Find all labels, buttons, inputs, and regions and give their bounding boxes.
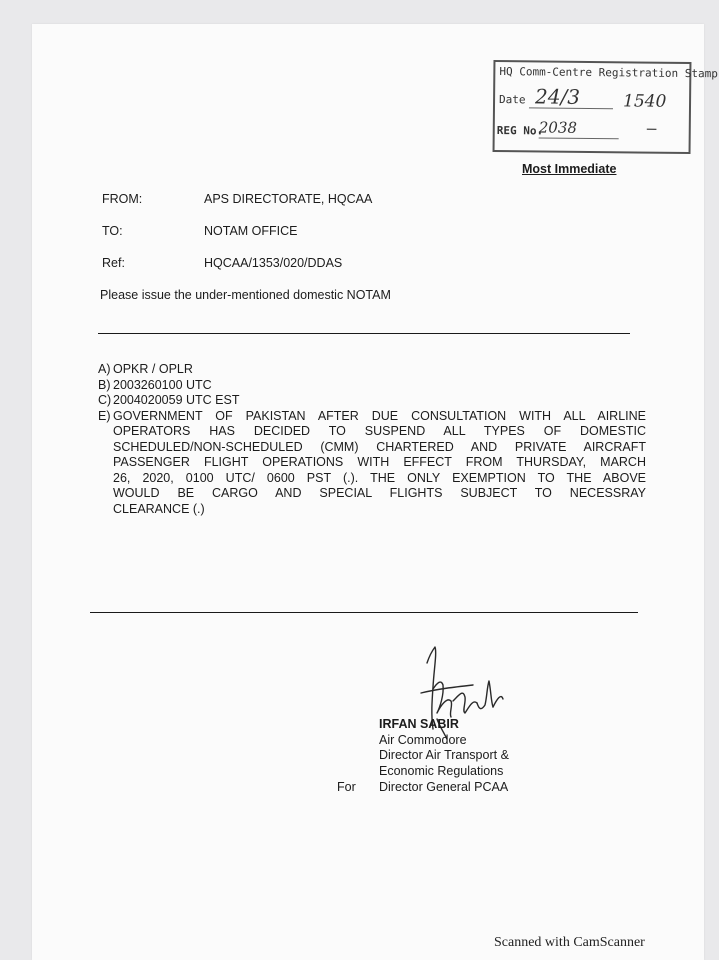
signatory-rank: Air Commodore bbox=[379, 732, 467, 747]
stamp-reg-label: REG No. bbox=[496, 124, 544, 138]
to-value: NOTAM OFFICE bbox=[204, 224, 298, 238]
stamp-reg-line bbox=[539, 137, 619, 139]
stamp-date-value: 24/3 bbox=[534, 84, 581, 109]
camscanner-watermark: Scanned with CamScanner bbox=[494, 935, 645, 950]
document-page bbox=[32, 24, 718, 960]
notam-e-line: 26, 2020, 0100 UTC/ 0600 PST (.). THE ONLY EXEMPTION TO THE ABOVE bbox=[113, 470, 646, 485]
notam-item-c bbox=[98, 393, 646, 409]
notam-key-b: B) bbox=[98, 377, 111, 392]
stamp-time-value: 1540 bbox=[622, 91, 667, 112]
notam-value-a: OPKR / OPLR bbox=[113, 362, 193, 376]
signatory-block bbox=[379, 717, 509, 796]
notam-e-line: SCHEDULED/NON-SCHEDULED (CMM) CHARTERED AND PRIVATE AIRCRAFT bbox=[113, 439, 646, 454]
notam-key-c: C) bbox=[98, 393, 112, 407]
signatory-title-line-2: Economic Regulations bbox=[379, 764, 504, 779]
notam-item-b bbox=[98, 378, 646, 394]
notam-item-a bbox=[98, 362, 646, 378]
to-label: TO: bbox=[102, 224, 123, 238]
priority-label: Most Immediate bbox=[522, 162, 617, 176]
stamp-dash: — bbox=[646, 118, 657, 138]
notam-e-line: WOULD BE CARGO AND SPECIAL FLIGHTS SUBJECT TO NECESSRAY bbox=[113, 486, 646, 500]
ref-value: HQCAA/1353/020/DDAS bbox=[204, 256, 343, 270]
notam-e-line: OPERATORS HAS DECIDED TO SUSPEND ALL TYPES OF DOMESTIC bbox=[113, 424, 646, 438]
signatory-title-line-3: Director General PCAA bbox=[379, 779, 509, 794]
for-label: For bbox=[337, 780, 356, 794]
ref-label: Ref: bbox=[102, 256, 125, 270]
notam-value-b: 2003260100 UTC bbox=[113, 377, 212, 392]
notam-key-a: A) bbox=[98, 362, 111, 376]
top-divider bbox=[98, 333, 630, 334]
from-label: FROM: bbox=[102, 192, 143, 206]
signatory-name: IRFAN SABIR bbox=[379, 717, 459, 731]
notam-value-c: 2004020059 UTC EST bbox=[113, 393, 240, 407]
signatory-title-line-1: Director Air Transport & bbox=[379, 748, 509, 763]
registration-stamp bbox=[493, 60, 718, 154]
notam-e-line: PASSENGER FLIGHT OPERATIONS WITH EFFECT FROM THURSDAY, MARCH bbox=[113, 455, 646, 469]
intro-text: Please issue the under-mentioned domestic NOTAM bbox=[100, 288, 391, 302]
notam-e-line: GOVERNMENT OF PAKISTAN AFTER DUE CONSULTATION WITH ALL AIRLINE bbox=[113, 408, 646, 423]
stamp-reg-value: 2038 bbox=[538, 118, 578, 137]
bottom-divider bbox=[90, 612, 638, 613]
stamp-title: HQ Comm-Centre Registration Stamp bbox=[499, 65, 718, 81]
notam-item-e bbox=[98, 409, 646, 518]
notam-body bbox=[98, 362, 646, 517]
stamp-date-label: Date bbox=[499, 93, 526, 107]
notam-e-line: CLEARANCE (.) bbox=[113, 501, 205, 516]
notam-key-e: E) bbox=[98, 408, 111, 423]
notam-value-e bbox=[113, 409, 646, 518]
from-value: APS DIRECTORATE, HQCAA bbox=[204, 192, 373, 206]
